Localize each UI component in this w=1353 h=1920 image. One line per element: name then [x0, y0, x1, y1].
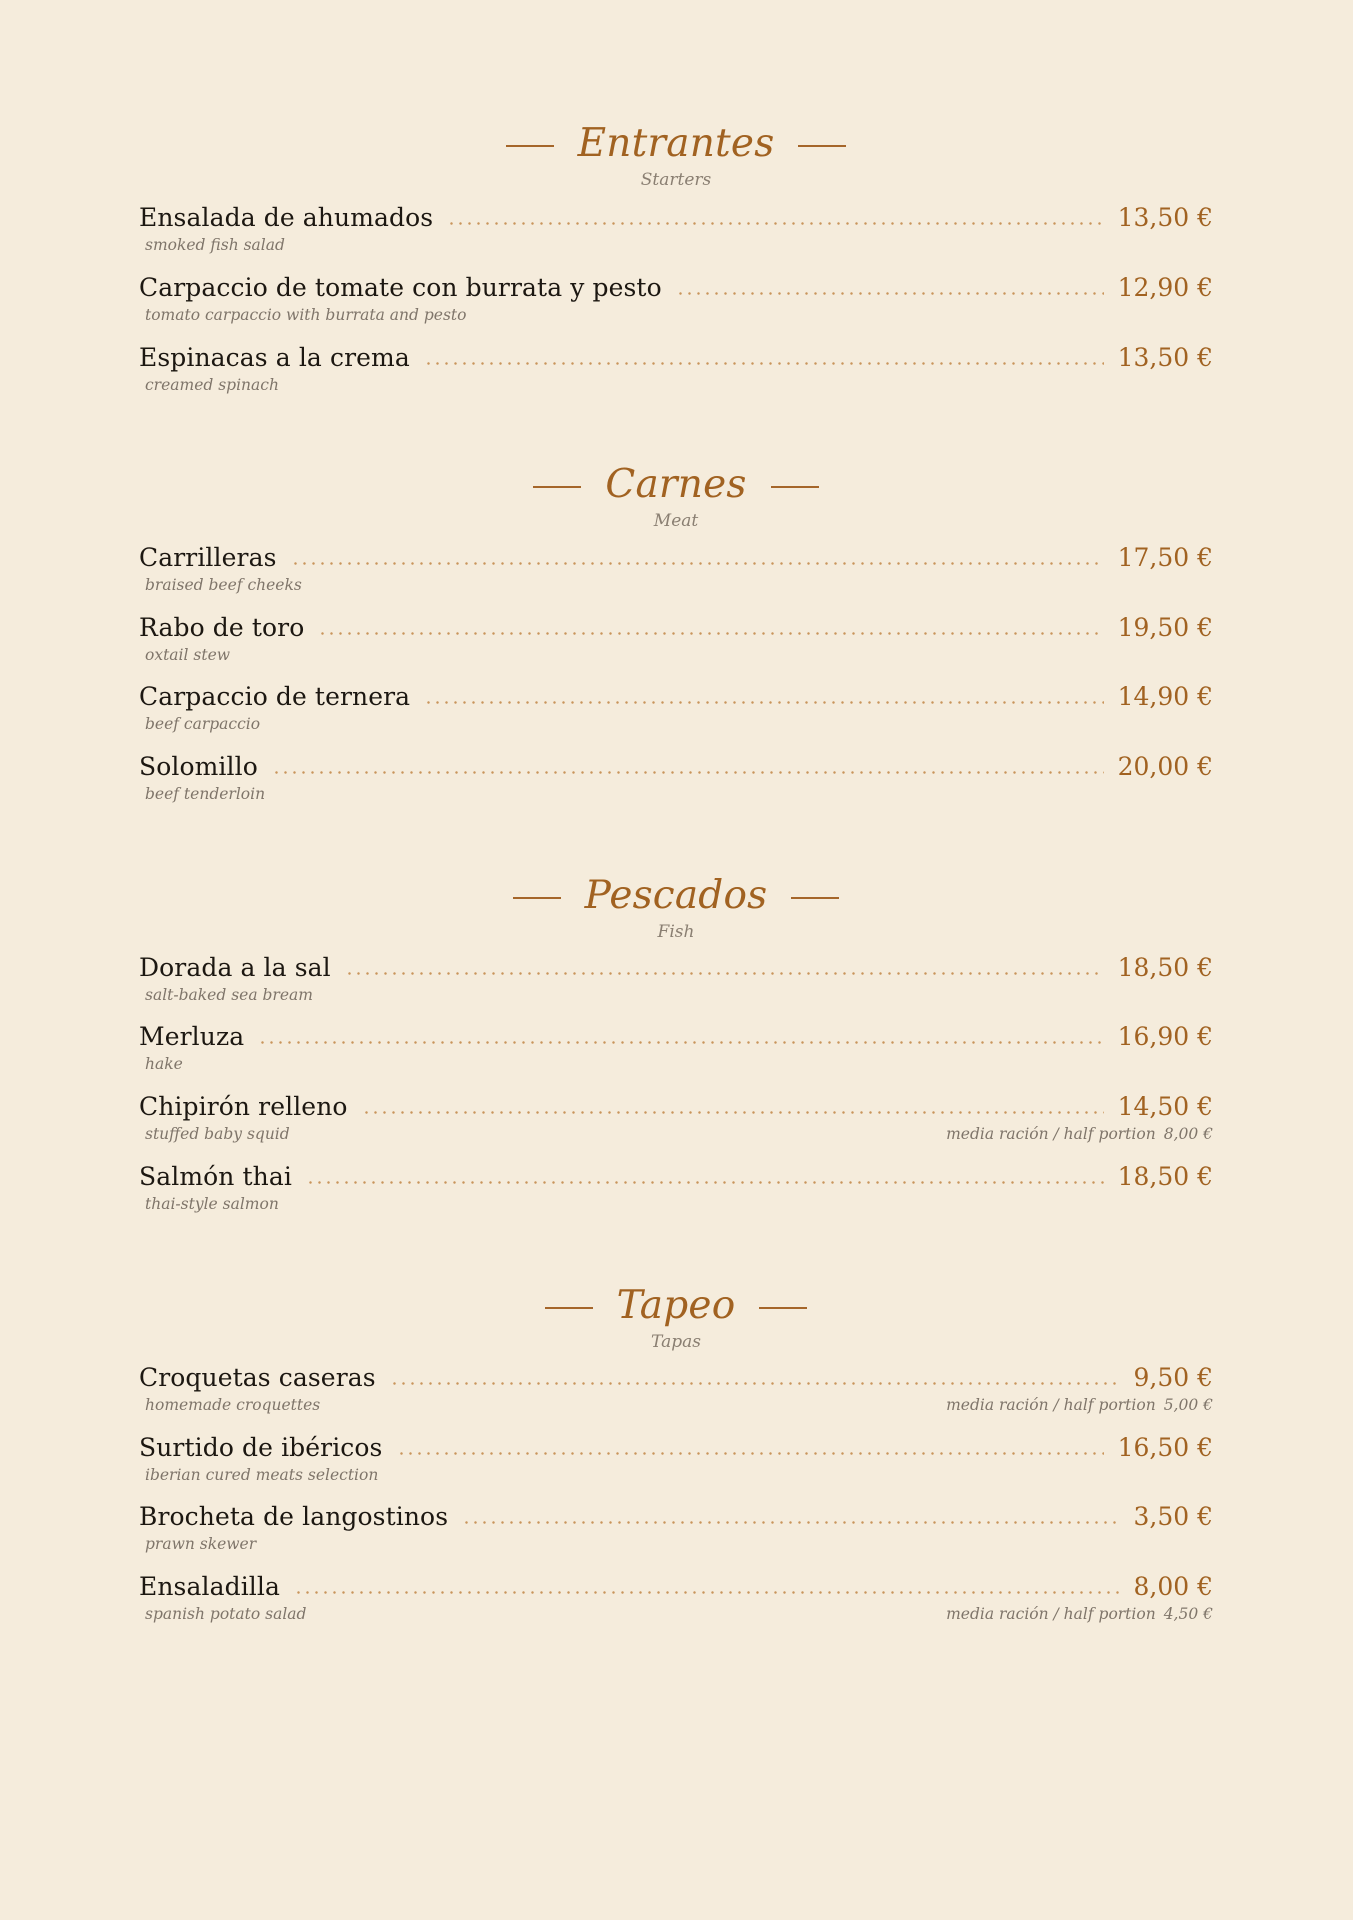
item-description: braised beef cheeks: [145, 576, 302, 594]
menu-item: [139, 1092, 1213, 1152]
section-header: [139, 461, 1213, 531]
half-portion-label: media ración / half portion: [946, 1125, 1156, 1143]
item-name: Ensalada de ahumados: [139, 203, 434, 232]
title-rule-left: [506, 145, 554, 147]
section-tapeo: [139, 1282, 1213, 1352]
section-pescados: [139, 872, 1213, 942]
item-name: Espinacas a la crema: [139, 343, 410, 372]
title-rule-left: [545, 1307, 593, 1309]
section-title: Carnes: [605, 462, 747, 507]
menu-item: [139, 1363, 1213, 1423]
menu-item: [139, 273, 1213, 333]
item-price: 13,50 €: [1117, 203, 1213, 232]
item-description: salt-baked sea bream: [145, 986, 313, 1004]
dot-leader: [258, 1040, 1103, 1044]
dot-leader: [390, 1381, 1120, 1385]
title-rule-right: [791, 897, 839, 899]
half-portion-label: media ración / half portion: [946, 1605, 1156, 1623]
title-rule-right: [771, 486, 819, 488]
section-title: Pescados: [584, 873, 768, 918]
half-portion-price: 5,00 €: [1163, 1396, 1213, 1414]
item-description: homemade croquettes: [145, 1396, 321, 1414]
item-description: iberian cured meats selection: [145, 1466, 379, 1484]
item-description: thai-style salmon: [145, 1195, 279, 1213]
section-carnes: [139, 461, 1213, 531]
item-name: Surtido de ibéricos: [139, 1433, 383, 1462]
menu-item: [139, 203, 1213, 263]
item-price: 14,90 €: [1117, 682, 1213, 711]
menu-item: [139, 1572, 1213, 1632]
item-name: Dorada a la sal: [139, 953, 331, 982]
item-description: beef tenderloin: [145, 785, 266, 803]
section-subtitle: Meat: [653, 511, 699, 531]
menu-item: [139, 1502, 1213, 1562]
section-entrantes: [139, 120, 1213, 190]
item-description: hake: [145, 1055, 183, 1073]
item-price: 16,90 €: [1117, 1022, 1213, 1051]
item-price: 9,50 €: [1133, 1363, 1213, 1392]
item-price: 12,90 €: [1117, 273, 1213, 302]
section-header: [139, 872, 1213, 942]
item-price: 13,50 €: [1117, 343, 1213, 372]
section-header: [139, 1282, 1213, 1352]
item-name: Merluza: [139, 1022, 245, 1051]
item-name: Rabo de toro: [139, 613, 305, 642]
title-rule-left: [533, 486, 581, 488]
item-description: smoked fish salad: [145, 236, 285, 254]
dot-leader: [318, 631, 1103, 635]
dot-leader: [424, 700, 1103, 704]
item-name: Carrilleras: [139, 543, 277, 572]
section-title: Entrantes: [577, 121, 775, 166]
dot-leader: [291, 561, 1104, 565]
dot-leader: [447, 221, 1103, 225]
item-price: 20,00 €: [1117, 752, 1213, 781]
section-subtitle: Tapas: [651, 1332, 701, 1352]
dot-leader: [424, 361, 1104, 365]
dot-leader: [306, 1180, 1104, 1184]
item-description: prawn skewer: [145, 1535, 257, 1553]
title-rule-left: [513, 897, 561, 899]
half-portion-price: 8,00 €: [1163, 1125, 1213, 1143]
item-price: 18,50 €: [1117, 953, 1213, 982]
item-price: 17,50 €: [1117, 543, 1213, 572]
item-price: 16,50 €: [1117, 1433, 1213, 1462]
dot-leader: [397, 1451, 1104, 1455]
item-name: Carpaccio de ternera: [139, 682, 411, 711]
dot-leader: [362, 1110, 1104, 1114]
item-description: spanish potato salad: [145, 1605, 307, 1623]
dot-leader: [294, 1590, 1119, 1594]
item-name: Carpaccio de tomate con burrata y pesto: [139, 273, 662, 302]
item-name: Brocheta de langostinos: [139, 1502, 449, 1531]
item-description: creamed spinach: [145, 376, 279, 394]
section-title: Tapeo: [616, 1283, 736, 1328]
half-portion: [946, 1396, 1213, 1414]
item-name: Ensaladilla: [139, 1572, 280, 1601]
menu-item: [139, 682, 1213, 742]
menu-item: [139, 953, 1213, 1013]
item-name: Chipirón relleno: [139, 1092, 348, 1121]
menu-item: [139, 613, 1213, 673]
section-subtitle: Fish: [657, 922, 695, 942]
item-price: 14,50 €: [1117, 1092, 1213, 1121]
item-description: tomato carpaccio with burrata and pesto: [145, 306, 467, 324]
item-name: Salmón thai: [139, 1162, 292, 1191]
item-description: oxtail stew: [145, 646, 231, 664]
title-rule-right: [798, 145, 846, 147]
half-portion: [946, 1125, 1213, 1143]
item-price: 19,50 €: [1117, 613, 1213, 642]
menu-item: [139, 543, 1213, 603]
menu-item: [139, 1433, 1213, 1493]
section-subtitle: Starters: [640, 170, 712, 190]
dot-leader: [345, 971, 1104, 975]
item-name: Solomillo: [139, 752, 258, 781]
menu-item: [139, 1022, 1213, 1082]
dot-leader: [272, 770, 1104, 774]
half-portion-label: media ración / half portion: [946, 1396, 1156, 1414]
item-price: 3,50 €: [1133, 1502, 1213, 1531]
half-portion: [946, 1605, 1213, 1623]
menu-item: [139, 343, 1213, 403]
title-rule-right: [759, 1307, 807, 1309]
item-price: 8,00 €: [1133, 1572, 1213, 1601]
item-price: 18,50 €: [1117, 1162, 1213, 1191]
dot-leader: [676, 291, 1104, 295]
menu-item: [139, 1162, 1213, 1222]
item-name: Croquetas caseras: [139, 1363, 376, 1392]
section-header: [139, 120, 1213, 190]
half-portion-price: 4,50 €: [1163, 1605, 1213, 1623]
dot-leader: [462, 1520, 1119, 1524]
item-description: stuffed baby squid: [145, 1125, 290, 1143]
item-description: beef carpaccio: [145, 715, 261, 733]
menu-item: [139, 752, 1213, 812]
